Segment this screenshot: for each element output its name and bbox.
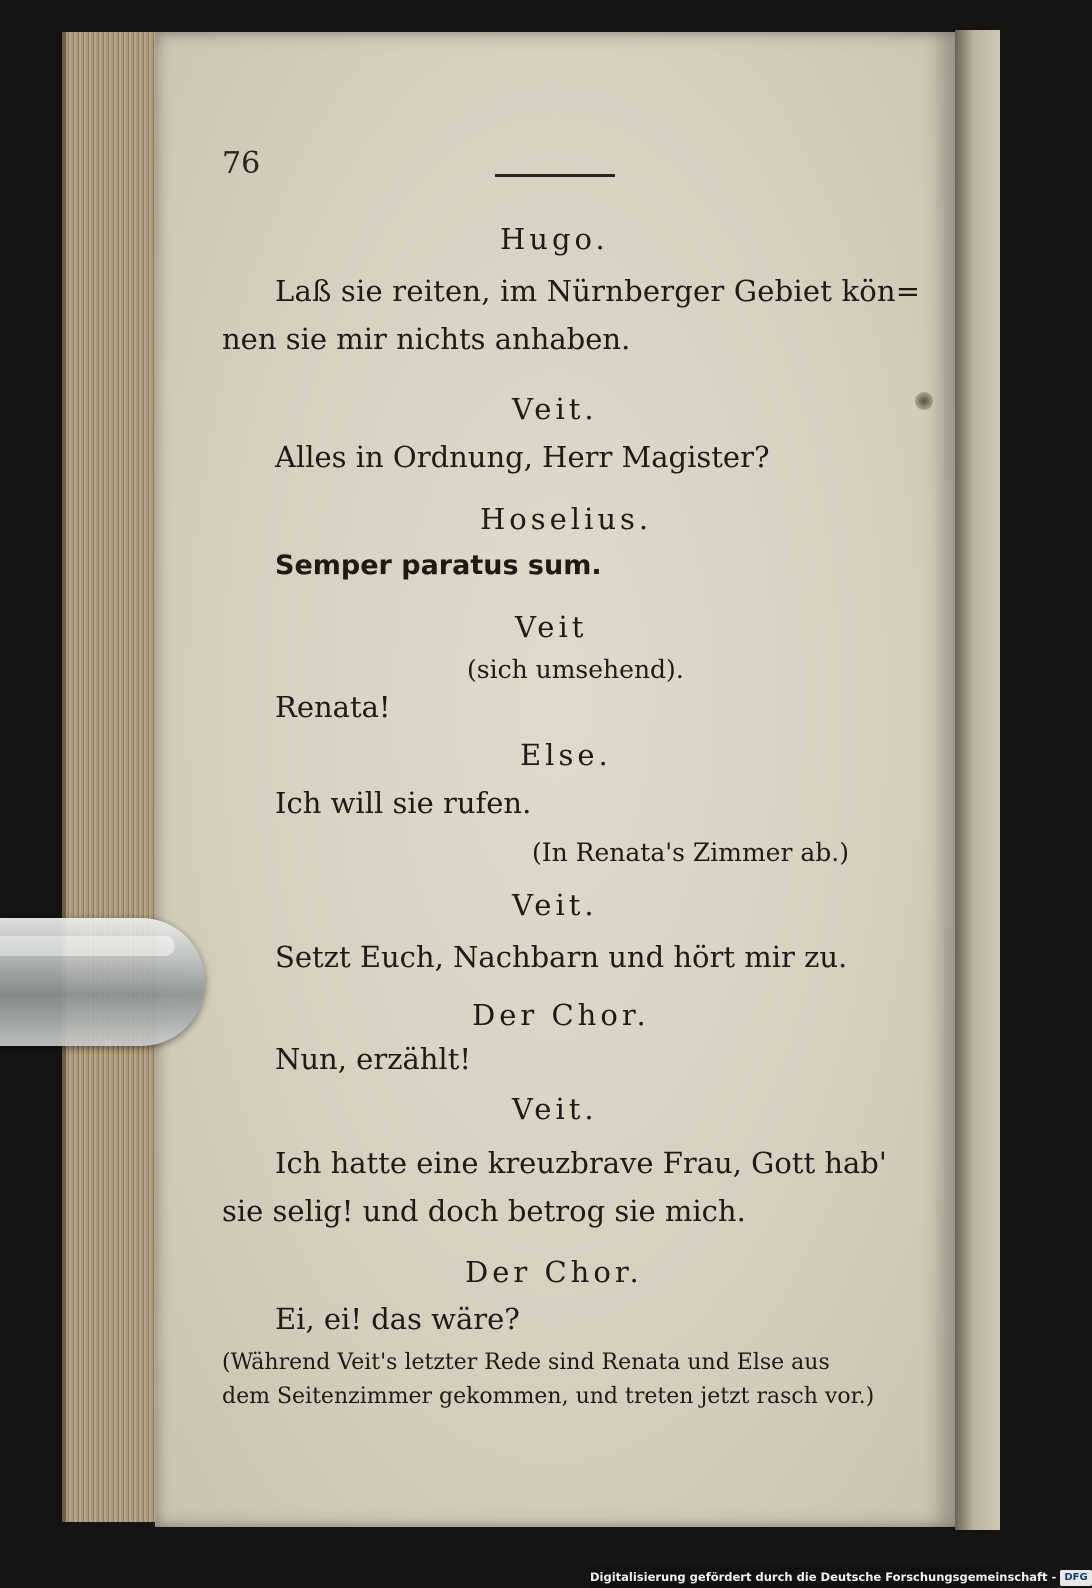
speaker-chor: Der Chor. [472,998,650,1032]
dialogue-line: nen sie mir nichts anhaben. [222,322,631,356]
dialogue-line: Setzt Euch, Nachbarn und hört mir zu. [275,940,848,974]
dialogue-line: Renata! [275,690,391,724]
stage-direction: dem Seitenzimmer gekommen, und treten jetzt rasch vor.) [222,1384,875,1409]
speaker-hoselius: Hoselius. [480,502,653,536]
dialogue-line: Ich hatte eine kreuzbrave Frau, Gott hab' [275,1146,887,1180]
latin-line: Semper paratus sum. [275,550,602,581]
dialogue-line: Ich will sie rufen. [275,786,532,820]
page-clip [0,918,205,1046]
book-page-edges [62,32,161,1522]
page-number: 76 [222,146,261,181]
dialogue-line: Ei, ei! das wäre? [275,1302,520,1336]
dialogue-line: Nun, erzählt! [275,1042,472,1076]
stage-direction: (Während Veit's letzter Rede sind Renata und Else aus [222,1350,830,1375]
dialogue-line: sie selig! und doch betrog sie mich. [222,1194,746,1228]
adjacent-page [955,30,1000,1530]
speaker-veit: Veit. [512,888,598,922]
dfg-logo: DFG [1060,1570,1091,1586]
speaker-veit: Veit. [512,392,598,426]
speaker-else: Else. [520,738,612,772]
paper-stain [915,392,933,410]
dialogue-line: Alles in Ordnung, Herr Magister? [275,440,770,474]
speaker-hugo: Hugo. [500,222,609,256]
speaker-chor: Der Chor. [465,1255,643,1289]
stage-direction: (sich umsehend). [467,655,684,684]
speaker-veit: Veit [515,610,588,644]
footer-text: Digitalisierung gefördert durch die Deutsche Forschungsgemeinschaft - [590,1570,1057,1584]
dialogue-line: Laß sie reiten, im Nürnberger Gebiet kön= [275,274,921,308]
digitization-footer [590,1566,1088,1588]
header-rule [495,174,615,177]
stage-direction: (In Renata's Zimmer ab.) [532,838,849,867]
speaker-veit: Veit. [512,1092,598,1126]
